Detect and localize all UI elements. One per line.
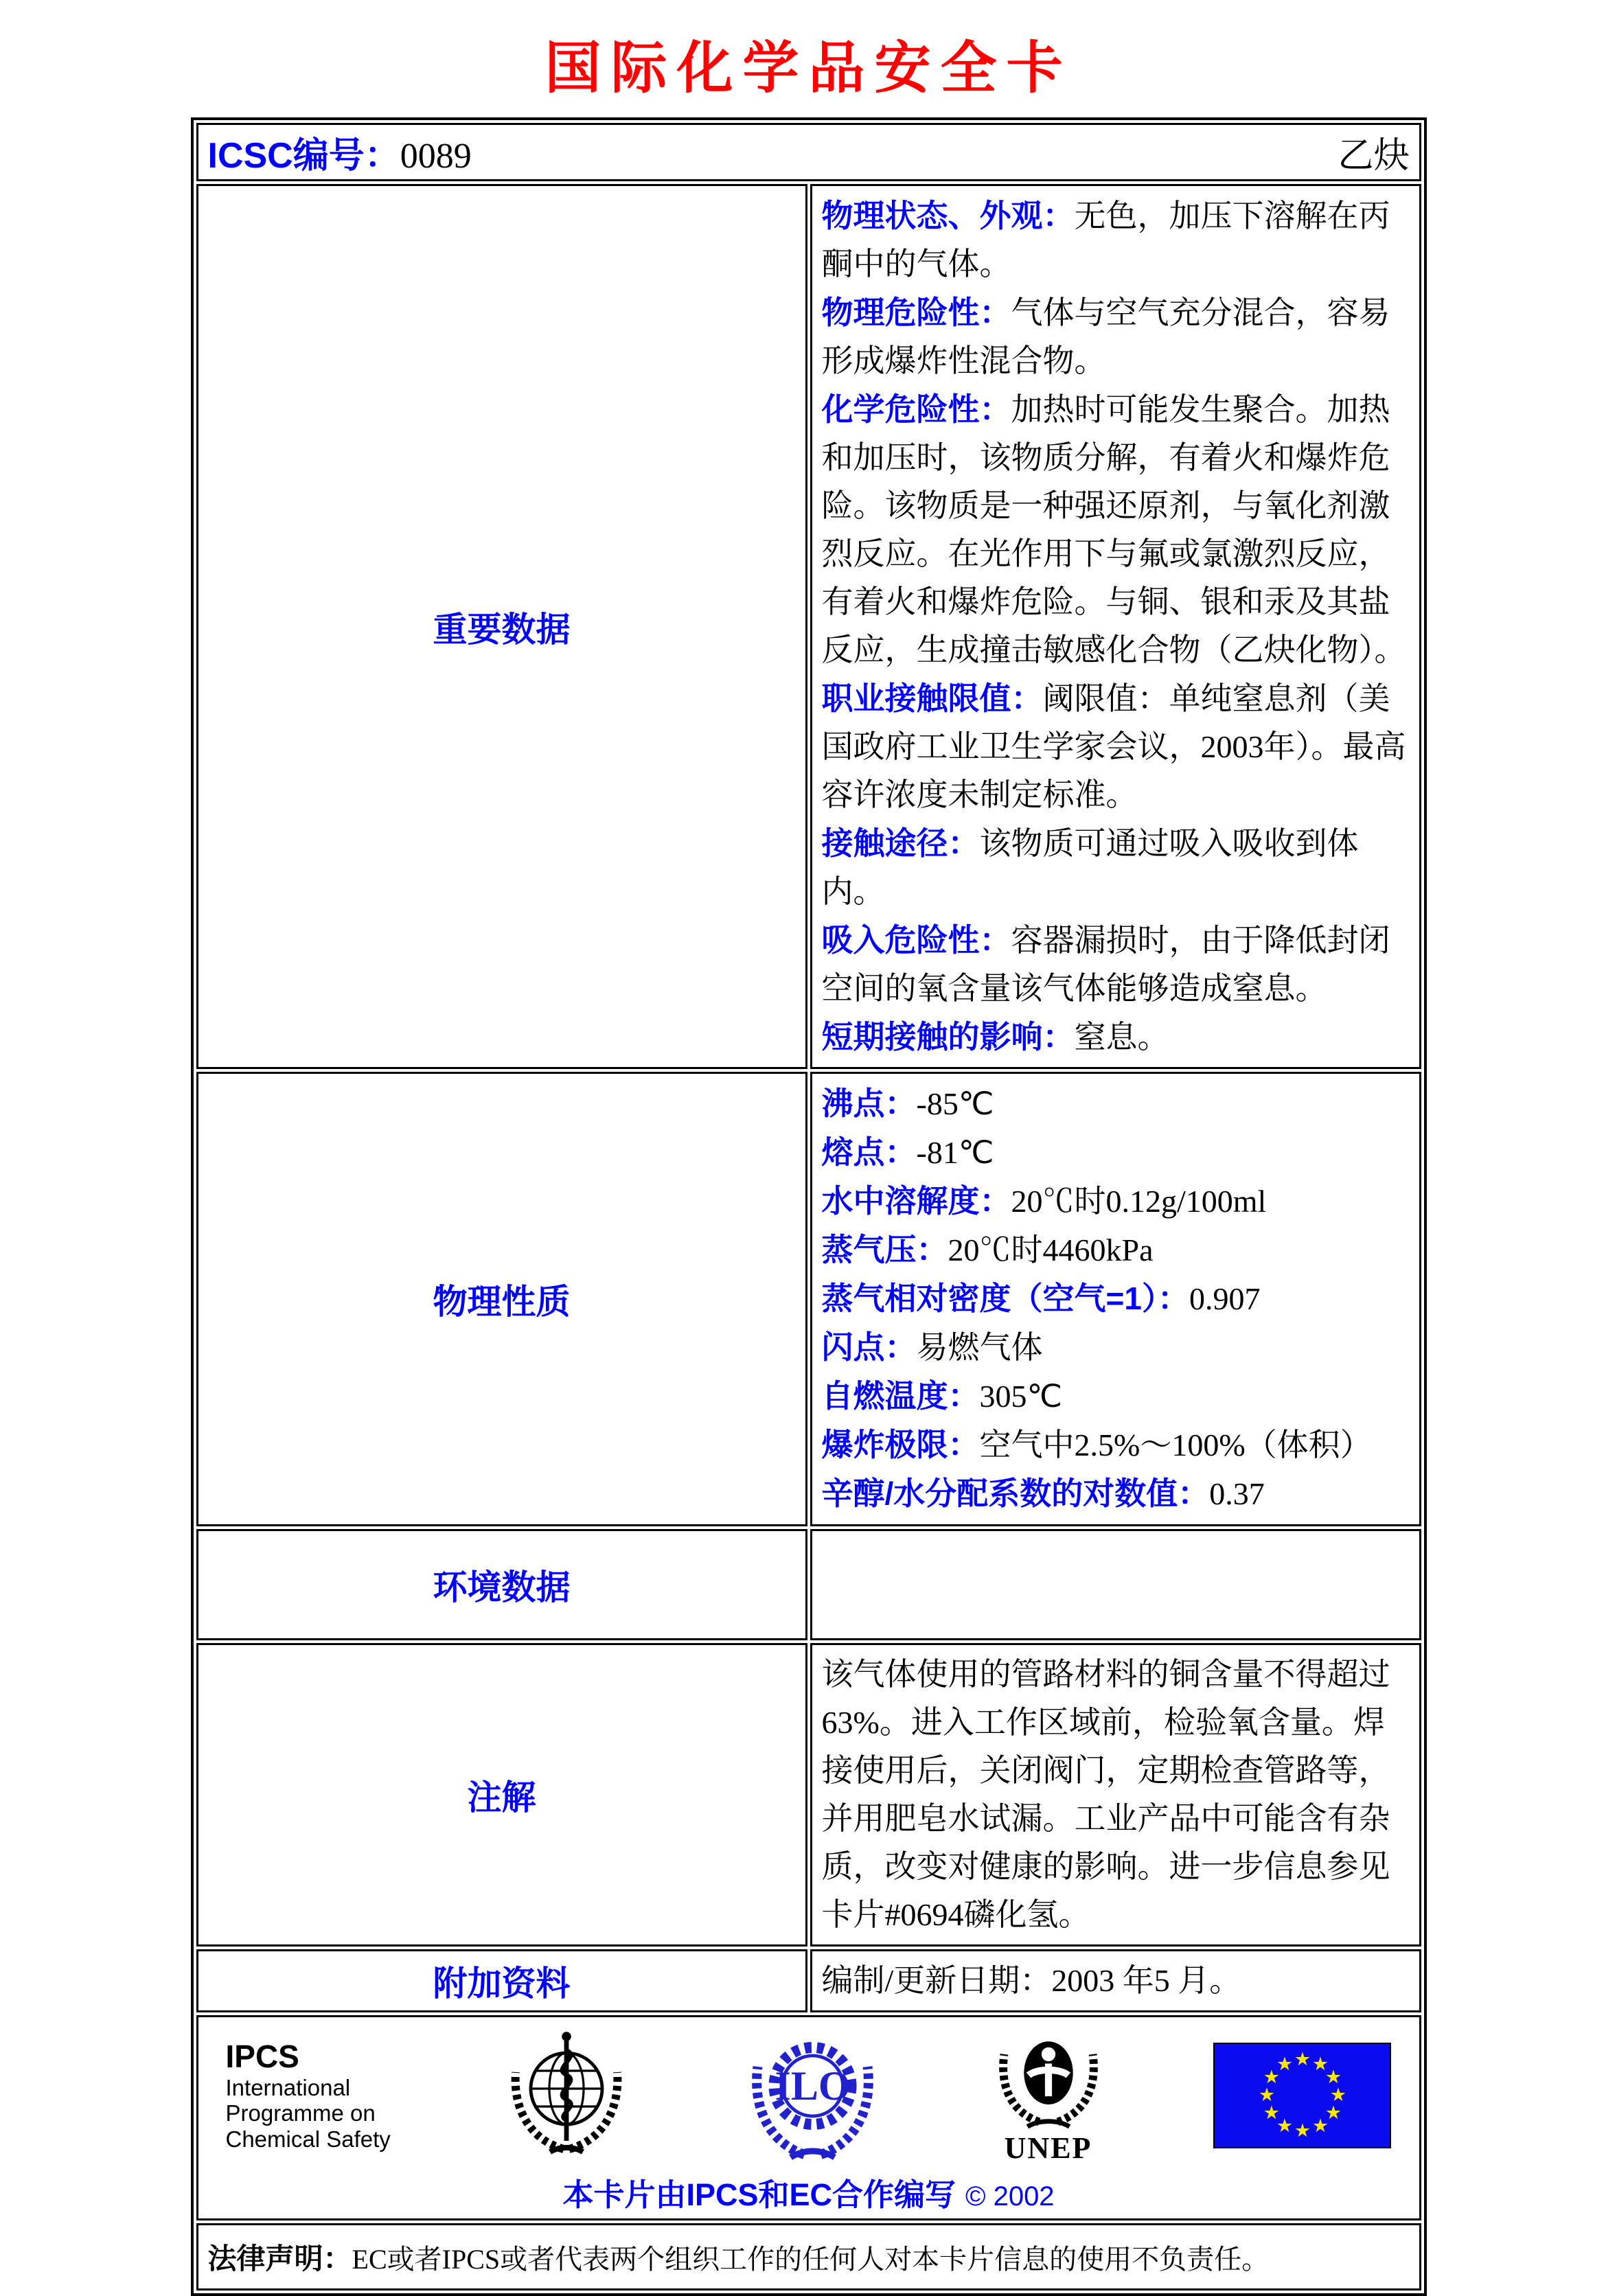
icsc-number-group (208, 126, 472, 178)
footer-caption (219, 2170, 1399, 2214)
section-label-physical-properties: 物理性质 (196, 1072, 807, 1526)
eu-flag-icon: ★ ★ ★ ★ ★ ★ ★ ★ ★ ★ ★ ★ (1213, 2043, 1391, 2148)
section-label-important-data: 重要数据 (196, 184, 807, 1069)
property-line (822, 288, 1410, 385)
notes-text: 该气体使用的管路材料的铜含量不得超过63%。进入工作区域前，检验氧含量。焊接使用后，关闭阀门，定期检查管路等，并用肥皂水试漏。工业产品中可能含有杂质，改变对健康的影响。进一步信息参见卡片#0694磷化氢。 (821, 1657, 1390, 1932)
logos-footer-cell (196, 2015, 1421, 2220)
property-value: 20℃时4460kPa (948, 1232, 1154, 1267)
ipcs-line-2: Programme on (225, 2100, 376, 2126)
property-value: 20℃时0.12g/100ml (1011, 1184, 1267, 1219)
property-value: 易燃气体 (916, 1330, 1043, 1365)
property-key: 吸入危险性： (821, 922, 1011, 958)
footer-copyright: © 2002 (965, 2181, 1055, 2212)
property-key: 短期接触的影响： (821, 1019, 1075, 1055)
property-line (822, 1421, 1410, 1469)
unep-logo-icon (990, 2026, 1107, 2166)
ipcs-text-block (226, 2039, 391, 2153)
section-label-environmental-data: 环境数据 (196, 1529, 807, 1640)
row-additional-info (196, 1949, 1421, 2012)
property-line (822, 1226, 1410, 1274)
row-notes (196, 1643, 1421, 1947)
icsc-table (191, 117, 1427, 2296)
additional-info-text: 编制/更新日期：2003 年5 月。 (821, 1963, 1241, 1998)
property-line (822, 1128, 1410, 1177)
icsc-number-value: 0089 (400, 137, 472, 176)
footer-caption-text: 本卡片由IPCS和EC合作编写 (562, 2177, 956, 2212)
property-key: 辛醇/水分配系数的对数值： (821, 1476, 1210, 1511)
icsc-number-label: ICSC编号： (207, 136, 400, 176)
property-value: 气体与空气充分混合，容易形成爆炸性混合物。 (821, 295, 1390, 378)
property-value: 加热时可能发生聚合。加热和加压时，该物质分解，有着火和爆炸危险。该物质是一种强还原剂，与氧化剂激烈反应。在光作用下与氟或氯激烈反应，有着火和爆炸危险。与铜、银和汞及其盐反应，生成撞击敏感化合物（乙炔化物）。 (821, 392, 1406, 667)
property-key: 职业接触限值： (821, 680, 1043, 716)
property-value: 阈限值：单纯窒息剂（美国政府工业卫生学家会议，2003年）。最高容许浓度未制定标准。 (821, 681, 1406, 812)
property-line (822, 1323, 1410, 1372)
property-line (822, 1079, 1410, 1128)
legal-notice-cell (196, 2223, 1421, 2291)
property-line (822, 385, 1410, 674)
property-key: 熔点： (821, 1134, 917, 1170)
property-line (822, 1372, 1410, 1421)
property-value: 空气中2.5%～100%（体积） (979, 1427, 1372, 1462)
unep-label: UNEP (1004, 2131, 1092, 2165)
header-row (196, 123, 1421, 181)
row-logos-footer (196, 2015, 1421, 2220)
property-key: 闪点： (821, 1329, 917, 1365)
property-line (822, 1013, 1410, 1061)
property-value: 0.907 (1189, 1281, 1261, 1316)
header-cell (196, 123, 1421, 181)
section-label-additional-info: 附加资料 (196, 1949, 807, 2012)
property-line (822, 916, 1410, 1013)
legal-notice-label: 法律声明： (207, 2242, 352, 2275)
property-key: 蒸气相对密度（空气=1）： (821, 1281, 1189, 1316)
ipcs-name: IPCS (225, 2038, 299, 2074)
property-line (822, 819, 1410, 916)
property-key: 自燃温度： (821, 1378, 980, 1414)
property-key: 物理危险性： (821, 295, 1011, 330)
row-important-data (196, 184, 1421, 1069)
property-value: 该物质可通过吸入吸收到体内。 (821, 826, 1359, 909)
property-key: 爆炸极限： (821, 1427, 980, 1462)
notes-content (810, 1643, 1421, 1947)
ipcs-line-3: Chemical Safety (225, 2126, 391, 2152)
property-value: -81℃ (916, 1135, 994, 1170)
property-key: 物理状态、外观： (821, 198, 1075, 233)
property-value: 容器漏损时，由于降低封闭空间的氧含量该气体能够造成窒息。 (821, 923, 1390, 1006)
row-environmental-data (196, 1529, 1421, 1640)
property-value: 0.37 (1209, 1476, 1265, 1511)
chemical-name: 乙炔 (1338, 137, 1410, 176)
who-logo-icon (498, 2025, 635, 2166)
important-data-content (810, 184, 1421, 1069)
property-key: 接触途径： (821, 825, 980, 861)
ipcs-line-1: International (225, 2074, 351, 2100)
property-line (822, 1274, 1410, 1323)
legal-notice-text: EC或者IPCS或者代表两个组织工作的任何人对本卡片信息的使用不负责任。 (352, 2244, 1270, 2275)
property-line (822, 1469, 1410, 1518)
physical-properties-content (810, 1072, 1421, 1526)
property-line (822, 1177, 1410, 1226)
row-physical-properties (196, 1072, 1421, 1526)
environmental-data-content (810, 1529, 1421, 1640)
ilo-logo-icon (742, 2025, 883, 2166)
property-line (822, 192, 1410, 288)
additional-info-content (810, 1949, 1421, 2012)
property-value: 无色，加压下溶解在丙酮中的气体。 (821, 198, 1390, 282)
svg-text:ILO: ILO (775, 2063, 851, 2109)
section-label-notes: 注解 (196, 1643, 807, 1947)
property-value: 305℃ (979, 1379, 1063, 1414)
property-key: 化学危险性： (821, 391, 1011, 427)
property-value: 窒息。 (1074, 1020, 1169, 1055)
page-title: 国际化学品安全卡 (544, 35, 1073, 101)
row-legal-notice (196, 2223, 1421, 2291)
property-key: 沸点： (821, 1086, 917, 1121)
property-key: 水中溶解度： (821, 1183, 1011, 1219)
property-value: -85℃ (916, 1086, 994, 1121)
property-line (822, 674, 1410, 819)
property-key: 蒸气压： (821, 1232, 948, 1267)
